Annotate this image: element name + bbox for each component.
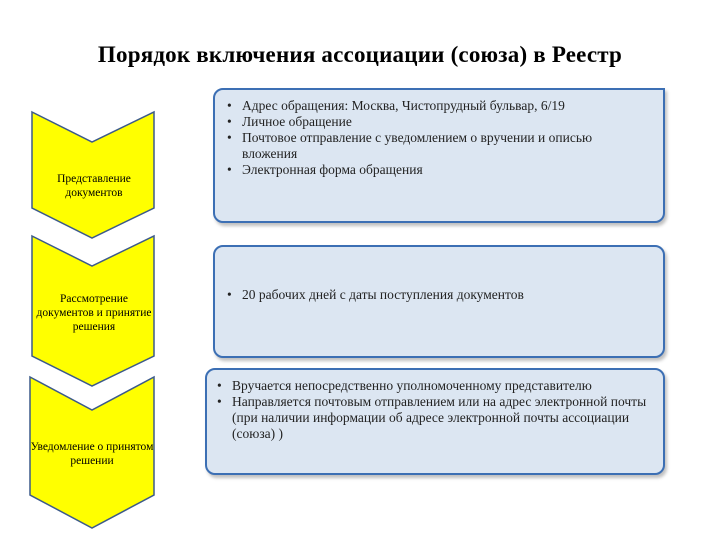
step-2-label: Рассмотрение документов и принятие решения: [36, 293, 152, 333]
step-1-bullet: • Электронная форма обращения: [227, 162, 649, 178]
step-3-bullet: • Вручается непосредственно уполномоченному представителю: [217, 378, 649, 394]
step-2-bullet: • 20 рабочих дней с даты поступления документов: [227, 287, 649, 303]
step-1-bullet: • Адрес обращения: Москва, Чистопрудный бульвар, 6/19: [227, 98, 649, 114]
step-2-details-box: [213, 245, 665, 358]
step-1-bullet: • Почтовое отправление с уведомлением о вручении и описью вложения: [227, 130, 649, 162]
step-3-details-box: [205, 368, 665, 475]
step-3-label: Уведомление о принятом решении: [30, 441, 154, 467]
step-3-bullet: • Направляется почтовым отправлением или на адрес электронной почты (при наличии информации об адресе электронной почты ассоциации (союза) ): [217, 394, 649, 442]
step-1-details-box: [213, 88, 665, 223]
step-1-label: Представление документов: [57, 173, 131, 199]
slide-title: Порядок включения ассоциации (союза) в Реестр: [97, 42, 623, 67]
step-1-bullet: • Личное обращение: [227, 114, 649, 130]
